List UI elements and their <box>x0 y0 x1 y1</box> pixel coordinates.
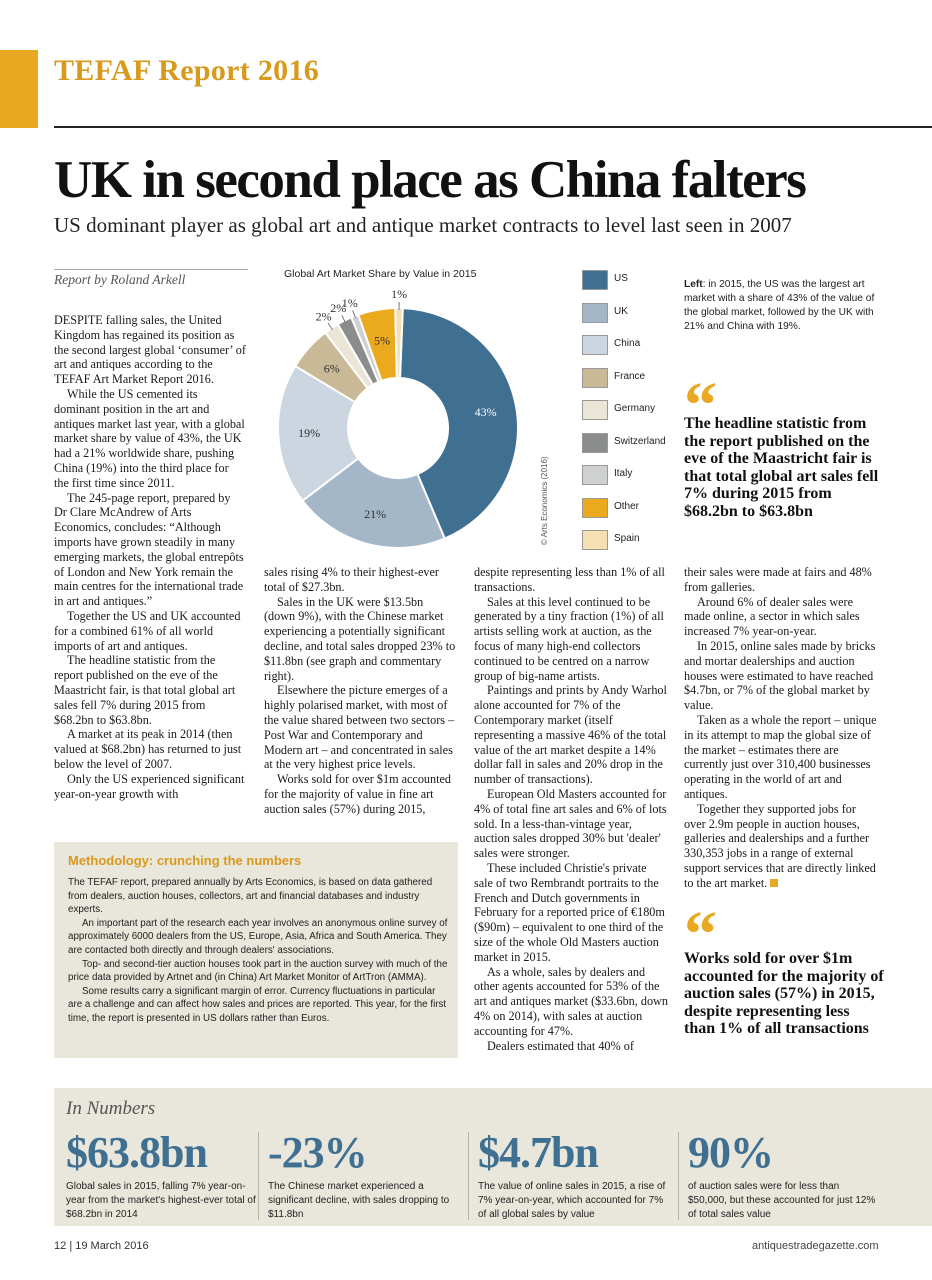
number-stat-value: $4.7bn <box>478 1128 598 1177</box>
end-mark-icon <box>770 879 778 887</box>
body-paragraph: Paintings and prints by Andy Warhol alone accounted for 7% of the Contemporary market (itself representing a massive 46% of the total value of the art market despite a 14% dollar fall in sales and 20% drop in the number of transactions). <box>474 683 667 787</box>
body-paragraph-text: Together they supported jobs for over 2.9m people in auction houses, galleries and dealerships and a further 330,353 jobs in a range of external support services that are directly linked to the art market. <box>684 801 876 890</box>
section-accent-bar <box>0 50 38 128</box>
body-column-4 <box>684 565 878 891</box>
top-rule <box>54 126 932 128</box>
legend-item-uk <box>582 303 682 327</box>
body-paragraph-last <box>684 802 878 891</box>
legend-item-germany <box>582 400 682 424</box>
pie-label-china: 19% <box>298 425 321 440</box>
body-column-2 <box>264 565 456 817</box>
headline: UK in second place as China falters <box>54 151 806 209</box>
number-divider <box>258 1132 259 1220</box>
legend-swatch <box>582 465 608 485</box>
section-title: TEFAF Report 2016 <box>54 54 320 87</box>
in-numbers-label: In Numbers <box>66 1098 156 1119</box>
caption-lead: Left <box>684 279 703 290</box>
body-paragraph: The 245-page report, prepared by Dr Clare McAndrew of Arts Economics, concludes: “Although imports have grown steadily in many emerging markets, the global entrepôts of London and New York remain the main centres for the international trade in art and antiques.” <box>54 490 244 609</box>
legend-item-us <box>582 270 682 294</box>
byline: Report by Roland Arkell <box>54 272 186 287</box>
pie-label-france: 6% <box>323 361 340 376</box>
number-stat-value: 90% <box>688 1128 773 1177</box>
legend-swatch <box>582 433 608 453</box>
number-stat-desc: The value of online sales in 2015, a rise of 7% year-on-year, which accounted for 7% of all global sales by value <box>478 1181 666 1220</box>
chart-caption <box>684 278 880 334</box>
number-stat-desc: of auction sales were for less than $50,000, but these accounted for just 12% of total sales value <box>688 1181 876 1220</box>
quote-mark-icon: “ <box>684 369 717 442</box>
footer-separator: | <box>69 1240 73 1252</box>
legend-label: Spain <box>614 533 640 544</box>
chart-credit: © Arts Economics (2016) <box>540 456 549 545</box>
body-paragraph: Around 6% of dealer sales were made online, a sector in which sales increased 7% year-on-year. <box>684 594 860 639</box>
caption-text: : in 2015, the US was the largest art market with a share of 43% of the value of the global market, followed by the UK with 21% and China with 19%. <box>684 279 875 332</box>
footer-website-link[interactable]: antiquestradegazette.com <box>752 1240 879 1252</box>
number-divider <box>468 1132 469 1220</box>
legend-swatch <box>582 303 608 323</box>
number-stat <box>688 1130 878 1222</box>
body-paragraph: Dealers estimated that 40% of <box>487 1038 634 1053</box>
body-paragraph: despite representing less than 1% of all transactions. <box>474 565 665 594</box>
legend-label: China <box>614 338 641 349</box>
legend-item-switzerland <box>582 433 682 457</box>
number-stat <box>478 1130 668 1222</box>
pie-label-spain: 1% <box>391 287 408 302</box>
market-share-pie-chart <box>270 280 540 560</box>
number-stat-desc: Global sales in 2015, falling 7% year-on-year from the market's highest-ever total of $68.2bn in 2014 <box>66 1181 256 1220</box>
legend-item-italy <box>582 465 682 489</box>
issue-date: 19 March 2016 <box>75 1240 149 1252</box>
number-stat <box>66 1130 256 1222</box>
legend-swatch <box>582 270 608 290</box>
standfirst: US dominant player as global art and antique market contracts to level last seen in 2007 <box>54 213 792 237</box>
body-paragraph: In 2015, online sales made by bricks and mortar dealerships and auction houses were estimated to have reached $4.7bn, or 7% of the global market by value. <box>684 638 876 713</box>
legend-label: Germany <box>614 403 656 414</box>
legend-swatch <box>582 400 608 420</box>
body-paragraph: Only the US experienced significant year-on-year growth with <box>54 771 245 801</box>
legend-item-other <box>582 498 682 522</box>
pie-label-germany: 2% <box>315 309 332 324</box>
footer-page-info <box>54 1240 149 1252</box>
number-divider <box>678 1132 679 1220</box>
body-column-1 <box>54 313 246 801</box>
quote-mark-icon: “ <box>684 898 717 971</box>
body-column-3 <box>474 565 668 1053</box>
legend-label: Switzerland <box>614 435 666 447</box>
legend-item-spain <box>582 530 682 554</box>
body-paragraph: Taken as a whole the report – unique in its attempt to map the global size of the market – estimates there are currently just over 310,400 businesses operating in the world of art and antiques. <box>684 712 877 801</box>
methodology-paragraph: The TEFAF report, prepared annually by Arts Economics, is based on data gathered from dealers, auction houses, collectors, art and financial databases and industry experts. <box>68 877 433 916</box>
pie-label-switzerland: 2% <box>330 301 347 316</box>
body-paragraph: Together the US and UK accounted for a combined 61% of all world imports of art and antiques. <box>54 608 241 653</box>
number-stat-value: -23% <box>268 1128 367 1177</box>
legend-label: France <box>614 370 646 382</box>
body-paragraph: As a whole, sales by dealers and other agents accounted for 53% of the art and antiques market ($33.6bn, down 4% on 2014), with sales at auction accounting for 47%. <box>474 964 668 1038</box>
pull-quote-2: Works sold for over $1m accounted for the majority of auction sales (57%) in 2015, despite representing less than 1% of all transactions <box>684 950 884 1038</box>
methodology-text <box>68 876 448 1026</box>
legend-swatch <box>582 368 608 388</box>
chart-title: Global Art Market Share by Value in 2015 <box>284 268 477 280</box>
legend-label: Other <box>614 500 640 512</box>
legend-label: US <box>614 273 628 284</box>
methodology-title: Methodology: crunching the numbers <box>68 853 302 868</box>
body-paragraph: Sales in the UK were $13.5bn (down 9%), with the Chinese market experiencing a potentially significant decline, and total sales dropped 23% to $11.8bn (see graph and commentary right). <box>264 594 456 683</box>
legend-item-china <box>582 335 682 359</box>
legend-label: Italy <box>614 468 633 479</box>
body-paragraph: Works sold for over $1m accounted for the majority of value in fine art auction sales (57%) during 2015, <box>264 772 451 816</box>
body-paragraph: their sales were made at fairs and 48% from galleries. <box>684 565 872 594</box>
body-paragraph: DESPITE falling sales, the United Kingdom has regained its position as the second largest global ‘consumer’ of art and antiques according to the TEFAF Art Market Report 2016. <box>54 313 246 387</box>
body-paragraph: Elsewhere the picture emerges of a highly polarised market, with most of the value shared between two sectors – Post War and Contemporary and Modern art – and concentrated in sales at the very highest price levels. <box>264 683 455 772</box>
pie-label-other: 5% <box>374 333 391 348</box>
pie-label-uk: 21% <box>364 507 387 522</box>
legend-item-france <box>582 368 682 392</box>
body-paragraph: The headline statistic from the report published on the eve of the Maastricht fair, is that total global art sales fell 7% during 2015 from $68.2bn to $63.8bn. <box>54 653 236 727</box>
number-stat <box>268 1130 458 1222</box>
number-stat-desc: The Chinese market experienced a significant decline, with sales dropping to $11.8bn <box>268 1181 450 1220</box>
byline-rule <box>54 269 248 270</box>
legend-swatch <box>582 530 608 550</box>
pull-quote-1: The headline statistic from the report published on the eve of the Maastricht fair is that total global art sales fell 7% during 2015 from $68.2bn to $63.8bn <box>684 415 879 520</box>
methodology-paragraph: Top- and second-tier auction houses took part in the auction survey with much of the price data provided by Artnet and (in China) Art Market Monitor of ArtTron (AMMA). <box>68 958 448 984</box>
pie-label-us: 43% <box>474 405 497 420</box>
pie-label-italy: 1% <box>341 295 358 310</box>
legend-label: UK <box>614 305 628 317</box>
methodology-paragraph: Some results carry a significant margin of error. Currency fluctuations in particular are a challenge and can affect how sales and prices are reported. This year, for the first time, the report is presented in US dollars rather than Euros. <box>68 985 447 1024</box>
page-number: 12 <box>54 1240 67 1252</box>
number-stat-value: $63.8bn <box>66 1128 207 1177</box>
body-paragraph: sales rising 4% to their highest-ever total of $27.3bn. <box>264 565 439 594</box>
body-paragraph: European Old Masters accounted for 4% of total fine art sales and 6% of lots sold. In a less-than-vintage year, auction sales dropped 30% but 'dealer' sales were stronger. <box>474 786 667 861</box>
body-paragraph: A market at its peak in 2014 (then valued at $68.2bn) has returned to just below the level of 2007. <box>54 727 242 771</box>
body-paragraph: While the US cemented its dominant position in the art and antiques market last year, with a global market share by value of 43%, the UK had a 21% worldwide share, pushing China (19%) into the third place for the first time since 2011. <box>54 386 245 490</box>
legend-swatch <box>582 335 608 355</box>
legend-swatch <box>582 498 608 518</box>
methodology-paragraph: An important part of the research each year involves an anonymous online survey of approximately 6000 dealers from the US, Europe, Asia, Africa and South America. They are contacted both directly and through dealers' associations. <box>68 917 448 956</box>
body-paragraph: These included Christie's private sale of two Rembrandt portraits to the French and Dutch governments in February for a reported price of €180m ($90m) – equivalent to one third of the size of the whole Old Masters auction market in 2015. <box>474 860 665 964</box>
body-paragraph: Sales at this level continued to be generated by a tiny fraction (1%) of all artists selling work at auction, as the focus of many high-end collectors continued to be centred on a narrow group of big-name artists. <box>474 594 664 683</box>
